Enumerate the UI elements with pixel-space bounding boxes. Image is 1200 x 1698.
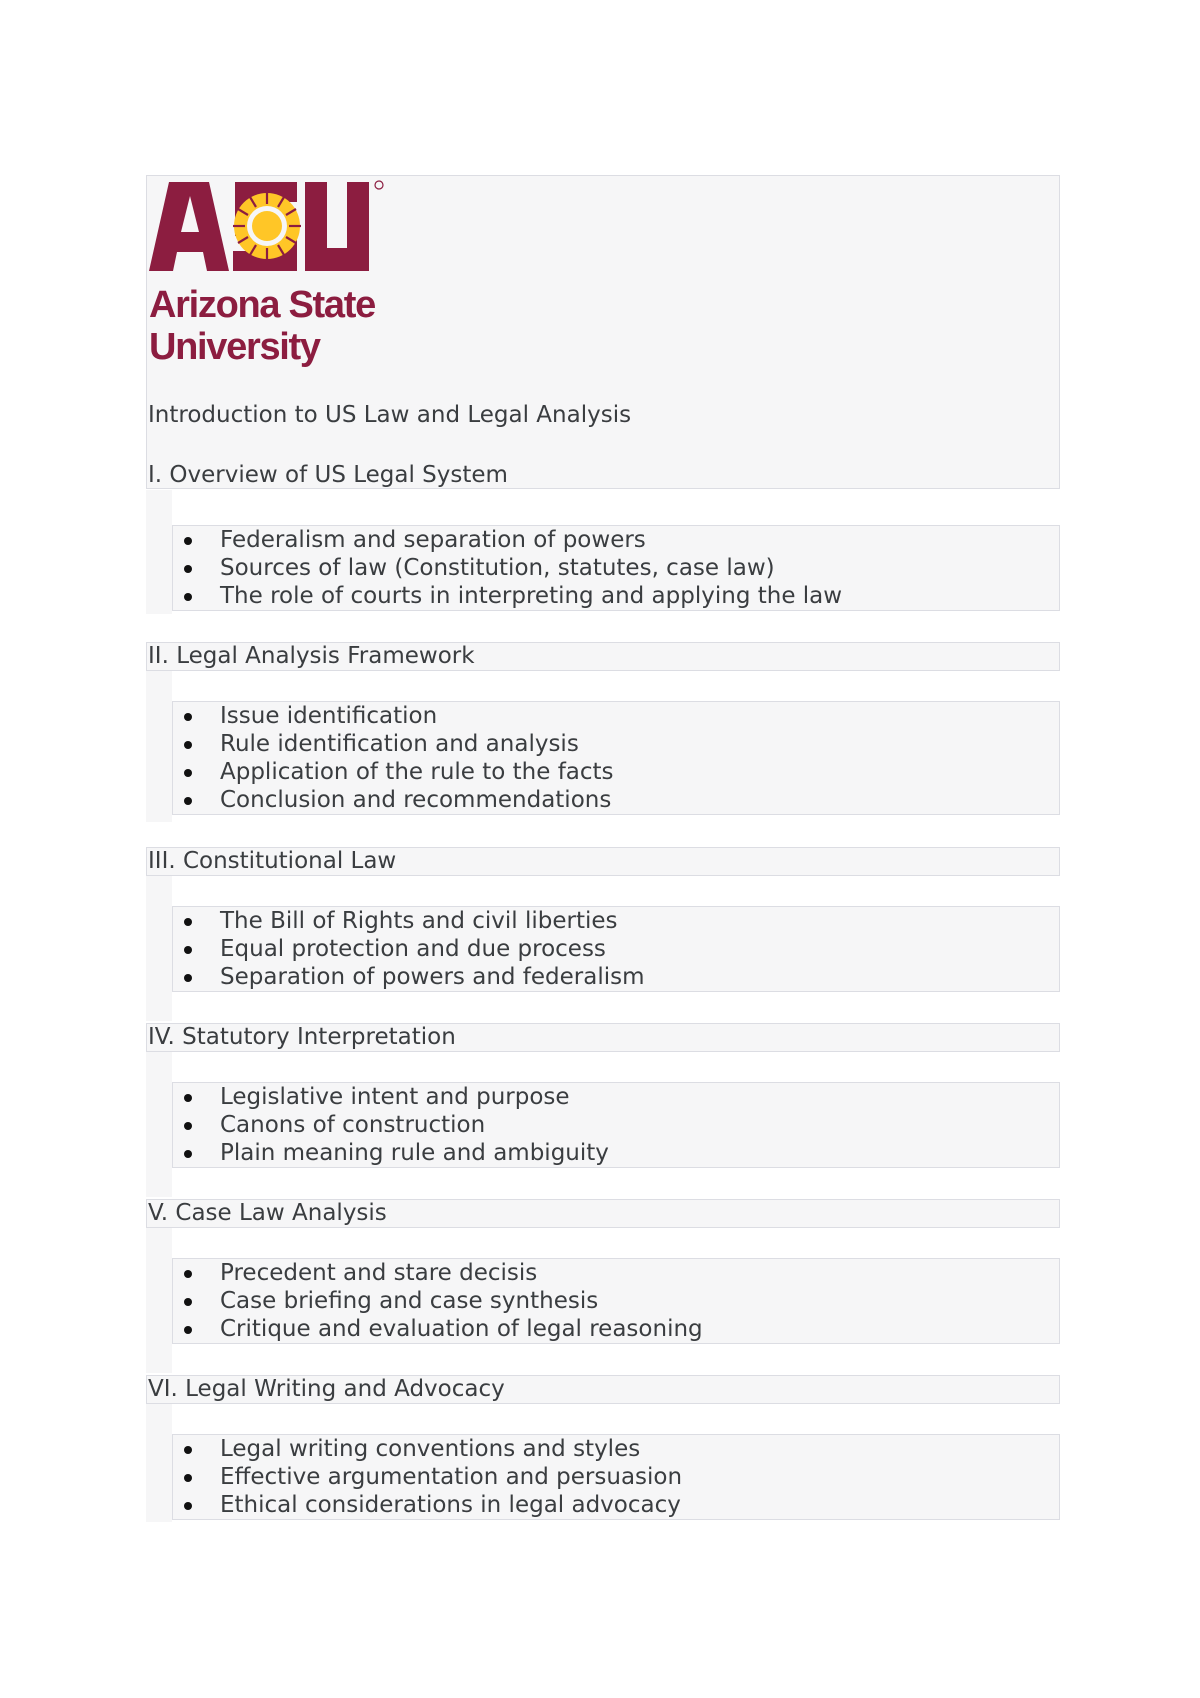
- list-item: Case briefing and case synthesis: [173, 1287, 1059, 1315]
- section-list-2: [172, 701, 1060, 815]
- list-item: Rule identification and analysis: [173, 730, 1059, 758]
- list-item: Sources of law (Constitution, statutes, case law): [173, 554, 1059, 582]
- section-list-1: [172, 525, 1060, 611]
- document-header: [146, 175, 1060, 489]
- section-heading-1: I. Overview of US Legal System: [148, 462, 508, 488]
- section-gutter: [146, 1052, 172, 1197]
- asu-mark-icon: [147, 176, 403, 276]
- asu-logo: [147, 176, 403, 374]
- section-gutter: [146, 1228, 172, 1373]
- section-list-3: [172, 906, 1060, 992]
- list-item: Canons of construction: [173, 1111, 1059, 1139]
- list-item: The role of courts in interpreting and applying the law: [173, 582, 1059, 610]
- section-heading-2: II. Legal Analysis Framework: [146, 642, 1060, 671]
- list-item: Ethical considerations in legal advocacy: [173, 1491, 1059, 1519]
- list-item: Equal protection and due process: [173, 935, 1059, 963]
- section-list-4: [172, 1082, 1060, 1168]
- list-item: Legislative intent and purpose: [173, 1083, 1059, 1111]
- list-item: Effective argumentation and persuasion: [173, 1463, 1059, 1491]
- list-item: Legal writing conventions and styles: [173, 1435, 1059, 1463]
- section-gutter: [146, 671, 172, 822]
- list-item: Application of the rule to the facts: [173, 758, 1059, 786]
- list-item: Precedent and stare decisis: [173, 1259, 1059, 1287]
- list-item: The Bill of Rights and civil liberties: [173, 907, 1059, 935]
- document-title: Introduction to US Law and Legal Analysis: [148, 402, 632, 428]
- logo-text-line1: Arizona State: [149, 284, 375, 326]
- section-list-5: [172, 1258, 1060, 1344]
- section-heading-5: V. Case Law Analysis: [146, 1199, 1060, 1228]
- document-page: [146, 175, 1062, 489]
- section-list-6: [172, 1434, 1060, 1520]
- list-item: Separation of powers and federalism: [173, 963, 1059, 991]
- logo-text-line2: University: [149, 326, 320, 368]
- section-gutter: [146, 876, 172, 1021]
- list-item: Conclusion and recommendations: [173, 786, 1059, 814]
- list-item: Issue identification: [173, 702, 1059, 730]
- section-gutter: [146, 1404, 172, 1522]
- list-item: Critique and evaluation of legal reasoning: [173, 1315, 1059, 1343]
- section-heading-6: VI. Legal Writing and Advocacy: [146, 1375, 1060, 1404]
- section-gutter: [146, 490, 172, 614]
- section-heading-4: IV. Statutory Interpretation: [146, 1023, 1060, 1052]
- list-item: Plain meaning rule and ambiguity: [173, 1139, 1059, 1167]
- section-heading-3: III. Constitutional Law: [146, 847, 1060, 876]
- list-item: Federalism and separation of powers: [173, 526, 1059, 554]
